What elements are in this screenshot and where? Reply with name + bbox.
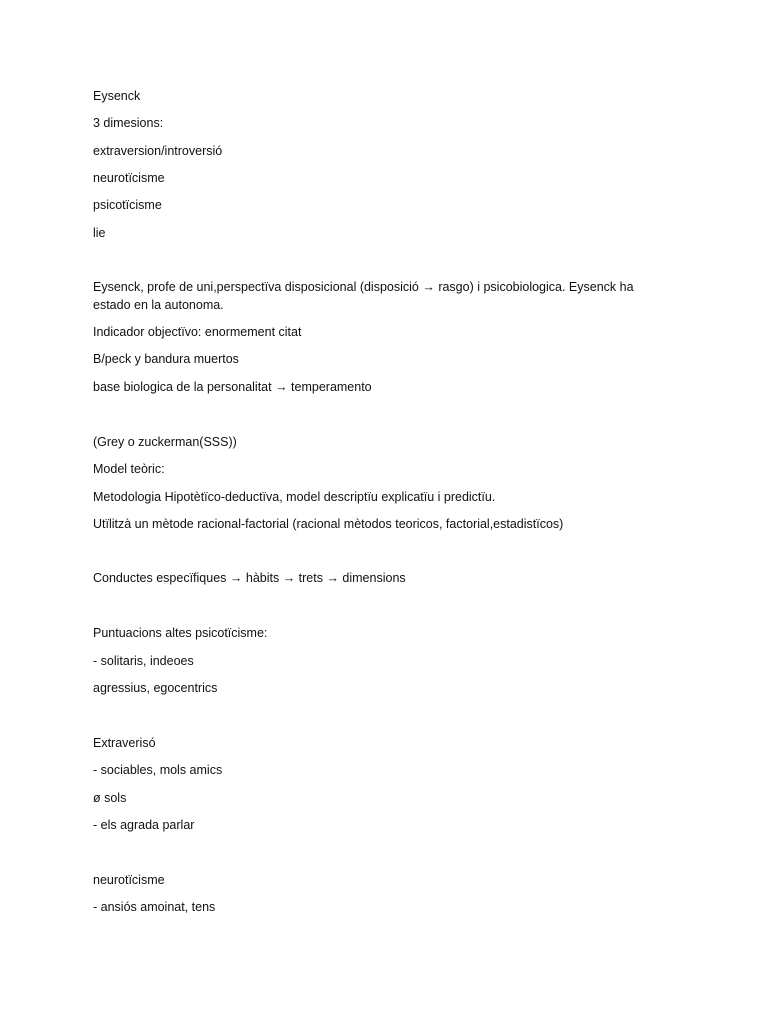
dimension-item: psicotïcisme: [93, 198, 162, 212]
list-item: agressius, egocentrics: [93, 681, 218, 695]
section-heading: neurotïcisme: [93, 873, 165, 887]
list-item: - ansiós amoinat, tens: [93, 900, 216, 914]
dimension-item: neurotïcisme: [93, 171, 165, 185]
list-item: - sociables, mols amics: [93, 763, 223, 777]
paragraph-line: Metodologia Hipotètïco-deductïva, model descriptïu explicatïu i predictïu.: [93, 490, 496, 504]
paragraph-line: base biologica de la personalitat → temperamento: [93, 380, 372, 394]
section-heading: Puntuacions altes psicotïcisme:: [93, 626, 268, 640]
paragraph-line: Indicador objectïvo: enormement citat: [93, 325, 302, 339]
paragraph-line: Utïlitzà un mètode racional-factorial (racional mètodos teoricos, factorial,estadistïcos): [93, 517, 564, 531]
heading-eysenck: Eysenck: [93, 89, 141, 103]
paragraph-line: Conductes especïfiques → hàbits → trets → dimensions: [93, 571, 406, 585]
paragraph-line: B/peck y bandura muertos: [93, 352, 239, 366]
dimension-item: lie: [93, 226, 106, 240]
dimensions-label: 3 dimesions:: [93, 116, 164, 130]
section-heading: Extraverisó: [93, 736, 156, 750]
paragraph-line: (Grey o zuckerman(SSS)): [93, 435, 237, 449]
paragraph-eysenck-profile: Eysenck, profe de uni,perspectïva disposicional (disposició → rasgo) i psicobiologica. Eysenck ha estado en la autonoma.: [93, 280, 634, 312]
model-heading: Model teòric:: [93, 462, 165, 476]
list-item: ø sols: [93, 791, 127, 805]
list-item: - els agrada parlar: [93, 818, 195, 832]
list-item: - solitaris, indeoes: [93, 654, 194, 668]
dimension-item: extraversion/introversió: [93, 144, 223, 158]
